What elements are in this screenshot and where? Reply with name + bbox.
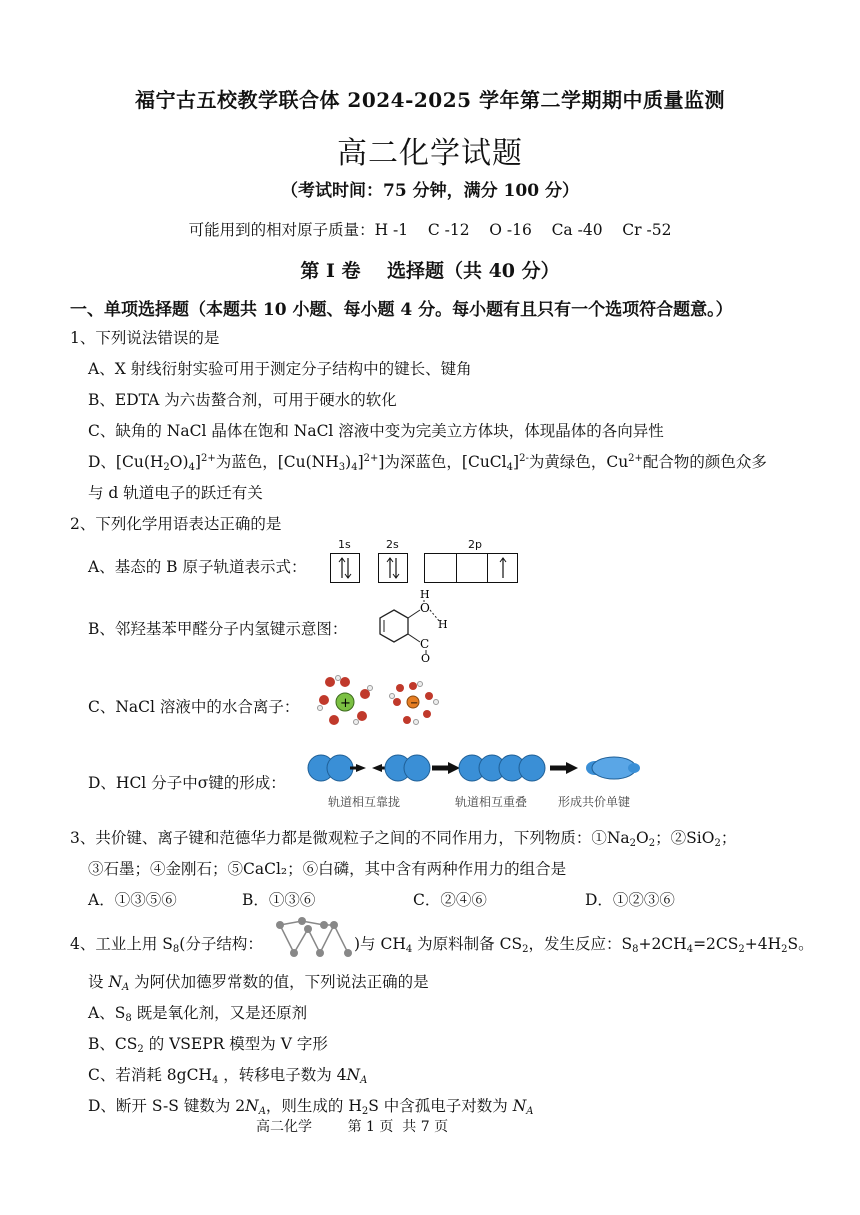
orbital-box-1s: [330, 553, 360, 583]
sigma-caption-bond: 形成共价单键: [558, 795, 631, 809]
sigma-bond-formation-diagram: [300, 750, 645, 786]
orbital-box-2s: [378, 553, 408, 583]
q3-option-a: A．①③⑤⑥: [88, 891, 177, 909]
q4-option-d: D、断开 S-S 键数为 $2N_A$，则生成的 $H_2S$ 中含孤电子对数为 $N_A$: [88, 1097, 534, 1117]
orbital-label-2p: 2p: [468, 538, 482, 551]
sigma-caption-approach: 轨道相互靠拢: [328, 795, 401, 809]
orbital-box-2p: [424, 553, 518, 583]
q2-stem: 2、下列化学用语表达正确的是: [70, 515, 282, 533]
q2-option-d: D、HCl 分子中σ键的形成：: [88, 774, 286, 792]
salicylaldehyde-hbond-diagram: [372, 588, 462, 664]
q4-stem-line2: 设 $N_A$ 为阿伏加德罗常数的值，下列说法正确的是: [88, 973, 429, 993]
svg-text:−: −: [410, 698, 419, 709]
svg-text:H: H: [420, 588, 430, 601]
page-footer: 高二化学 第 1 页 共 7 页: [256, 1119, 449, 1135]
q2-option-c: C、NaCl 溶液中的水合离子：: [88, 698, 300, 716]
svg-text:C: C: [420, 637, 430, 651]
paired-electrons-icon: [379, 554, 407, 582]
exam-info: （考试时间：75 分钟，满分 100 分）: [281, 181, 579, 201]
q4-option-a-text: 既是氧化剂，又是还原剂: [136, 1004, 308, 1022]
q1-option-d: D、$[Cu(H_2O)_4]^{2+}$为蓝色，$[Cu(NH_3)_4]^{2+}$]为深蓝色，[CuCl$_4$]$^{2-}$为黄绿色，$Cu^{2+}$配合物的颜色众多: [88, 453, 767, 473]
exam-org-line: 福宁古五校教学联合体 2024-2025 学年第二学期期中质量监测: [134, 88, 726, 112]
q1-stem: 1、下列说法错误的是: [70, 329, 220, 347]
q4-stem-end: )与 $CH_4$ 为原料制备 $CS_2$，发生反应：$S_8+2CH_4=2CS_2+4H_2S$。: [354, 935, 814, 955]
q4-stem-start: 4、工业上用 $S_8$(分子结构：: [70, 935, 263, 955]
q3-stem: 3、共价键、离子键和范德华力都是微观粒子之间的不同作用力，下列物质：$①Na_2O_2$；②SiO$_2$；: [70, 829, 737, 849]
section-title: 一、单项选择题（本题共 10 小题、每小题 4 分。每小题有且只有一个选项符合题意。）: [70, 300, 733, 320]
q1-option-a: A、X 射线衍射实验可用于测定分子结构中的键长、键角: [88, 360, 472, 378]
q3-stem-line2: ③石墨；④金刚石；⑤CaCl₂；⑥白磷，其中含有两种作用力的组合是: [88, 860, 567, 878]
q4-option-a: A、$S_8$ 既是氧化剂，又是还原剂: [88, 1004, 308, 1024]
part-title: 第 I 卷 选择题（共 40 分）: [300, 260, 560, 282]
sigma-caption-overlap: 轨道相互重叠: [455, 795, 528, 809]
q4-option-b-text: 的 VSEPR 模型为 V 字形: [148, 1035, 328, 1053]
hydrated-sodium-ion: [318, 676, 373, 726]
single-electron-icon: [489, 554, 517, 582]
q1-option-b: B、EDTA 为六齿螯合剂，可用于硬水的软化: [88, 391, 397, 409]
q3-option-b: B．①③⑥: [242, 891, 316, 909]
q3-option-c: C．②④⑥: [413, 891, 487, 909]
svg-text:+: +: [340, 696, 351, 711]
svg-text:O: O: [420, 601, 430, 615]
orbital-label-1s: 1s: [338, 538, 351, 551]
q1-option-d-cont: 与 d 轨道电子的跃迁有关: [88, 484, 263, 502]
hydrated-chloride-ion: [390, 682, 439, 725]
q3-option-d: D．①②③⑥: [585, 891, 675, 909]
page-title: 高二化学试题: [337, 136, 523, 171]
q2-option-a: A、基态的 B 原子轨道表示式：: [88, 558, 307, 576]
q2-option-b: B、邻羟基苯甲醛分子内氢键示意图：: [88, 620, 348, 638]
hydrated-ions-diagram: [312, 672, 448, 730]
paired-electrons-icon: [331, 554, 359, 582]
atomic-masses: 可能用到的相对原子质量：H -1 C -12 O -16 Ca -40 Cr -52: [188, 221, 672, 239]
svg-text:H: H: [438, 618, 448, 631]
q1-option-c: C、缺角的 NaCl 晶体在饱和 NaCl 溶液中变为完美立方体块，体现晶体的各向异性: [88, 422, 664, 440]
q4-option-c: C、若消耗 8gCH$_4$ ，转移电子数为 $4N_A$: [88, 1066, 368, 1086]
orbital-label-2s: 2s: [386, 538, 399, 551]
svg-text:O: O: [421, 652, 431, 664]
s8-ring-structure: [272, 915, 356, 961]
q4-option-b: B、$CS_2$ 的 VSEPR 模型为 V 字形: [88, 1035, 328, 1055]
